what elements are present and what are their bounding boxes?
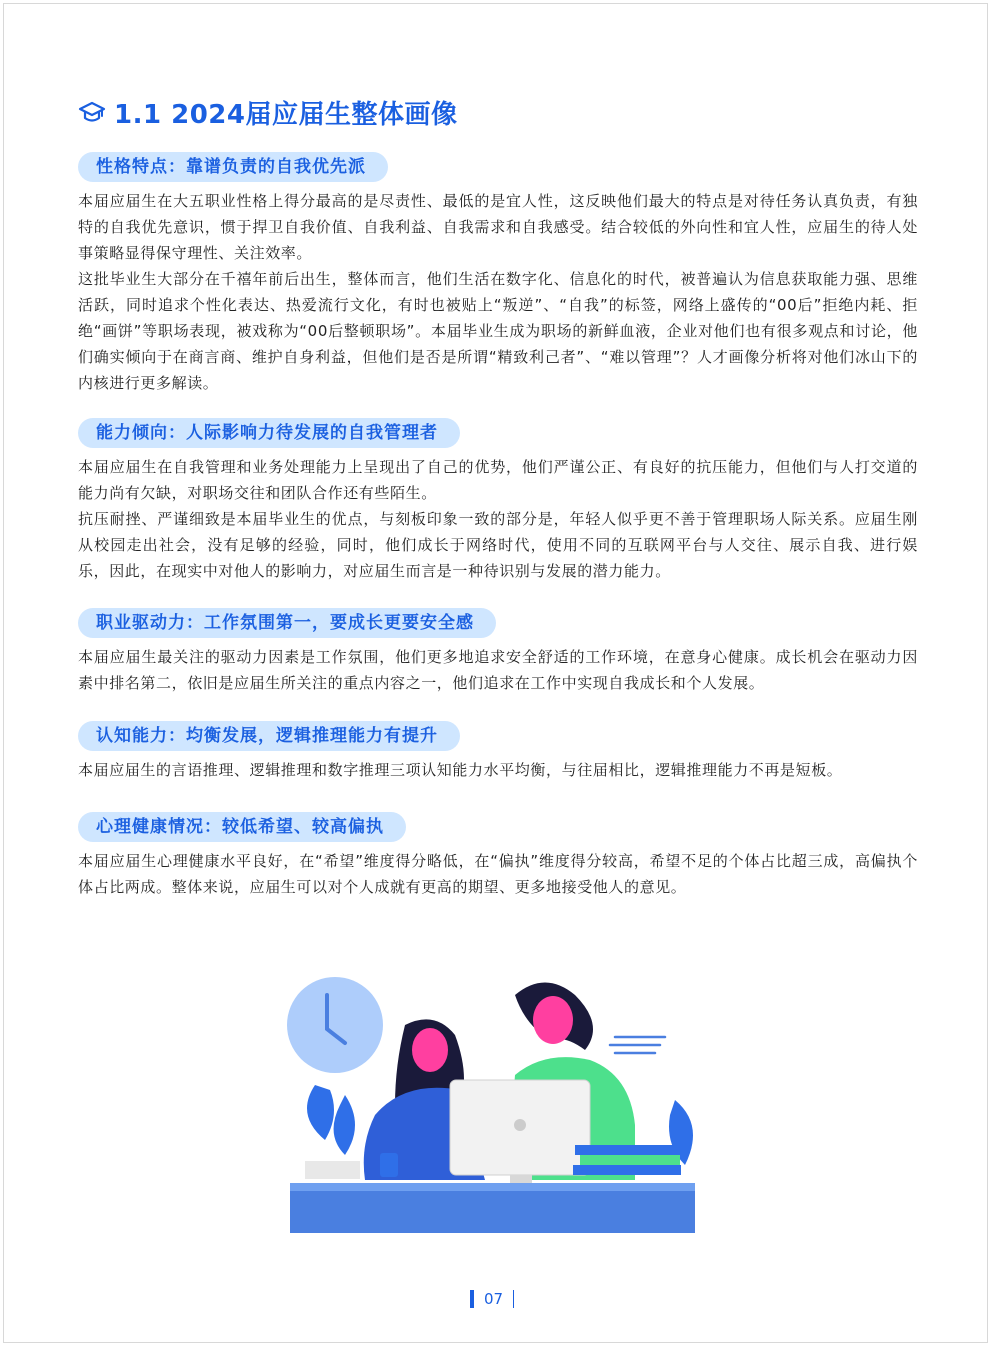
office-illustration [285,965,705,1240]
page-number-text: 07 [484,1290,504,1308]
section-ability [78,418,918,584]
paragraph: 本届应届生的言语推理、逻辑推理和数字推理三项认知能力水平均衡，与往届相比，逻辑推理能力不再是短板。 [78,761,843,779]
graduation-cap-icon [78,98,106,126]
page-number-bar [470,1290,474,1308]
section-motivation [78,608,918,696]
plant-left [307,1085,355,1155]
page-title: 1.1 2024届应届生整体画像 [114,99,458,130]
paragraph: 这批毕业生大部分在千禧年前后出生，整体而言，他们生活在数字化、信息化的时代，被普遍认为信息获取能力强、思维活跃，同时追求个性化表达、热爱流行文化，有时也被贴上“叛逆”、“自我”的标签，网络上盛传的“00后”拒绝内耗、拒绝“画饼”等职场表现，被戏称为“00后整顿职场”。本届毕业生成为职场的新鲜血液，企业对他们也有很多观点和讨论，他们确实倾向于在商言商、维护自身利益，但他们是否是所谓“精致利己者”、“难以管理”？人才画像分析将对他们冰山下的内核进行更多解读。 [78,270,918,392]
books [575,1145,685,1155]
page-number-divider [513,1290,514,1308]
section-mental-health [78,812,918,900]
section-personality [78,152,918,396]
title-row [78,94,457,130]
mug [380,1153,398,1177]
paragraph: 本届应届生最关注的驱动力因素是工作氛围，他们更多地追求安全舒适的工作环境，在意身心健康。成长机会在驱动力因素中排名第二，依旧是应届生所关注的重点内容之一，他们追求在工作中实现自我成长和个人发展。 [78,648,918,692]
section-heading: 心理健康情况：较低希望、较高偏执 [78,812,406,842]
paragraph: 本届应届生在大五职业性格上得分最高的是尽责性、最低的是宜人性，这反映他们最大的特点是对待任务认真负责，有独特的自我优先意识，惯于捍卫自我价值、自我利益、自我需求和自我感受。结合较低的外向性和宜人性，应届生的待人处事策略显得保守理性、关注效率。 [78,192,918,262]
section-heading: 认知能力：均衡发展，逻辑推理能力有提升 [78,721,460,751]
clock-icon [287,977,383,1073]
paragraph: 抗压耐挫、严谨细致是本届毕业生的优点，与刻板印象一致的部分是，年轻人似乎更不善于管理职场人际关系。应届生刚从校园走出社会，没有足够的经验，同时，他们成长于网络时代，使用不同的互联网平台与人交往、展示自我、进行娱乐，因此，在现实中对他人的影响力，对应届生而言是一种待识别与发展的潜力能力。 [78,510,918,580]
paragraph: 本届应届生在自我管理和业务处理能力上呈现出了自己的优势，他们严谨公正、有良好的抗压能力，但他们与人打交道的能力尚有欠缺，对职场交往和团队合作还有些陌生。 [78,458,918,502]
paragraph: 本届应届生心理健康水平良好，在“希望”维度得分略低，在“偏执”维度得分较高，希望不足的个体占比超三成，高偏执个体占比两成。整体来说，应届生可以对个人成就有更高的期望、更多地接受他人的意见。 [78,852,918,896]
page-number [470,1288,514,1310]
section-heading: 能力倾向：人际影响力待发展的自我管理者 [78,418,460,448]
section-heading: 性格特点：靠谱负责的自我优先派 [78,152,388,182]
section-heading: 职业驱动力：工作氛围第一，要成长更要安全感 [78,608,496,638]
section-cognition [78,721,918,783]
